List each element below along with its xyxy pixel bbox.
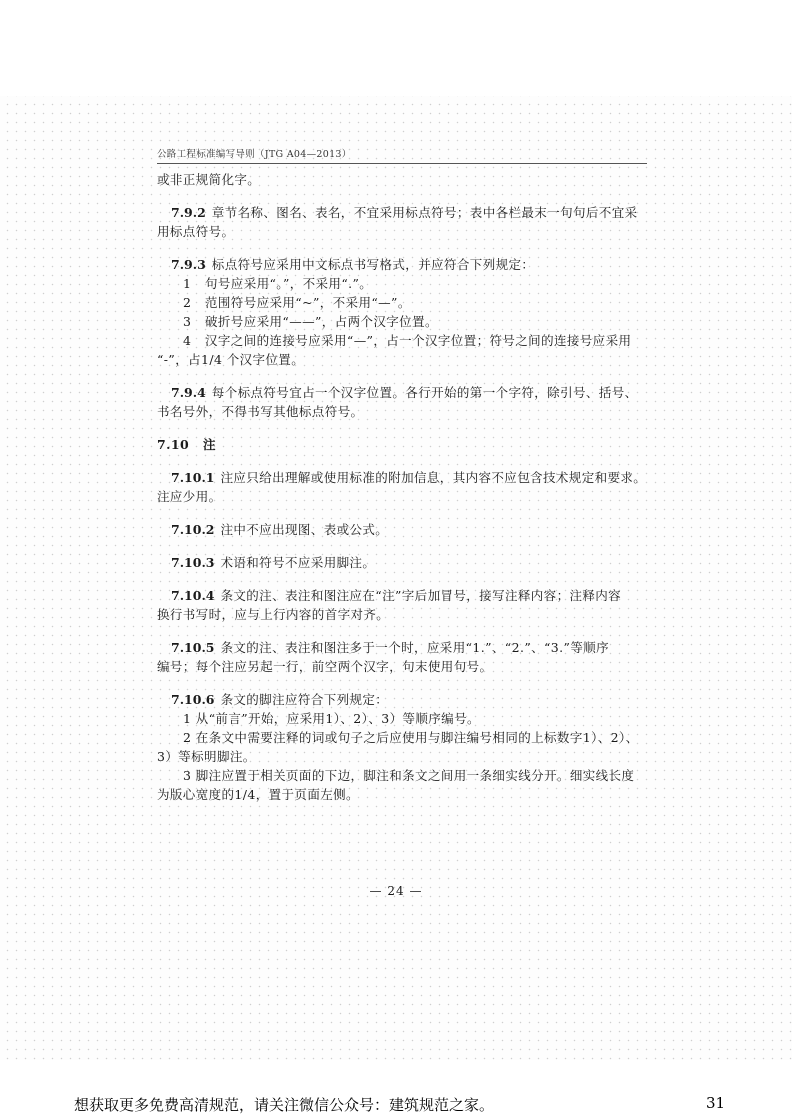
list-item: 3 脚注应置于相关页面的下边，脚注和条文之间用一条细实线分开。细实线长度 xyxy=(183,768,635,783)
list-item xyxy=(157,293,649,312)
clause-7-10-4 xyxy=(157,586,649,605)
clause-7-10-5 xyxy=(157,638,649,657)
clause-number: 7.10.1 xyxy=(171,470,215,485)
clause-7-9-3 xyxy=(157,255,649,274)
clause-text: 章节名称、图名、表名，不宜采用标点符号；表中各栏最末一句句后不宜采 xyxy=(211,205,638,220)
item-number: 1 xyxy=(183,276,192,291)
clause-text: 术语和符号不应采用脚注。 xyxy=(220,555,376,570)
clause-number: 7.9.2 xyxy=(171,205,206,220)
clause-text: 注中不应出现图、表或公式。 xyxy=(220,522,389,537)
list-item xyxy=(157,331,649,350)
item-number: 2 xyxy=(183,295,192,310)
footer-note: 想获取更多免费高清规范，请关注微信公众号：建筑规范之家。 xyxy=(74,1096,495,1114)
clause-7-10-2 xyxy=(157,520,649,539)
clause-number: 7.10.3 xyxy=(171,555,215,570)
clause-number: 7.10.6 xyxy=(171,692,215,707)
clause-text-cont: 注应少用。 xyxy=(157,489,222,504)
item-text: 范围符号应采用“~”，不采用“—”。 xyxy=(205,295,411,310)
list-item xyxy=(157,274,649,293)
clause-7-10-3 xyxy=(157,553,649,572)
clause-text: 条文的注、表注和图注多于一个时，应采用“1.”、“2.”、“3.”等顺序 xyxy=(220,640,610,655)
page-top-margin xyxy=(0,0,792,96)
section-title: 注 xyxy=(203,437,216,452)
clause-number: 7.10.5 xyxy=(171,640,215,655)
item-number: 4 xyxy=(183,333,192,348)
clause-text: 条文的注、表注和图注应在“注”字后加冒号，接写注释内容；注释内容 xyxy=(220,588,622,603)
footer-sheet-number: 31 xyxy=(706,1094,726,1112)
clause-text-cont: 书名号外，不得书写其他标点符号。 xyxy=(157,404,364,419)
list-item-cont: 为版心宽度的1/4，置于页面左侧。 xyxy=(157,787,359,802)
clause-text: 注应只给出理解或使用标准的附加信息，其内容不应包含技术规定和要求。 xyxy=(220,470,647,485)
list-item: 2 在条文中需要注释的词或句子之后应使用与脚注编号相同的上标数字1）、2）、 xyxy=(183,730,639,745)
section-heading xyxy=(157,435,649,454)
clause-text: 标点符号应采用中文标点书写格式，并应符合下列规定： xyxy=(211,257,535,272)
body-text xyxy=(157,170,649,804)
list-item: 1 从“前言”开始，应采用1）、2）、3）等顺序编号。 xyxy=(183,711,480,726)
item-text: 汉字之间的连接号应采用“—”，占一个汉字位置；符号之间的连接号应采用 xyxy=(205,333,632,348)
item-text: 句号应采用“。”，不采用“.”。 xyxy=(205,276,373,291)
clause-number: 7.9.3 xyxy=(171,257,206,272)
page-number: — 24 — xyxy=(369,884,423,898)
clause-number: 7.10.4 xyxy=(171,588,215,603)
clause-number: 7.10.2 xyxy=(171,522,215,537)
section-number: 7.10 xyxy=(157,437,190,452)
clause-text-cont: 编号；每个注应另起一行，前空两个汉字，句末使用句号。 xyxy=(157,659,493,674)
list-item xyxy=(157,312,649,331)
clause-7-9-4 xyxy=(157,383,649,402)
lead-line: 或非正规简化字。 xyxy=(157,172,261,187)
clause-7-10-6 xyxy=(157,690,649,709)
clause-text: 条文的脚注应符合下列规定： xyxy=(220,692,389,707)
clause-text-cont: 换行书写时，应与上行内容的首字对齐。 xyxy=(157,607,390,622)
list-item-cont: 3）等标明脚注。 xyxy=(157,749,256,764)
running-header: 公路工程标准编写导则（JTG A04—2013） xyxy=(157,149,352,160)
clause-7-10-1 xyxy=(157,468,649,487)
clause-text-cont: 用标点符号。 xyxy=(157,224,235,239)
clause-text: 每个标点符号宜占一个汉字位置。各行开始的第一个字符，除引号、括号、 xyxy=(211,385,638,400)
list-item-cont: “-”，占1/4 个汉字位置。 xyxy=(157,352,305,367)
item-number: 3 xyxy=(183,314,192,329)
header-rule xyxy=(157,163,647,164)
clause-7-9-2 xyxy=(157,203,649,222)
clause-number: 7.9.4 xyxy=(171,385,206,400)
item-text: 破折号应采用“——”，占两个汉字位置。 xyxy=(205,314,438,329)
